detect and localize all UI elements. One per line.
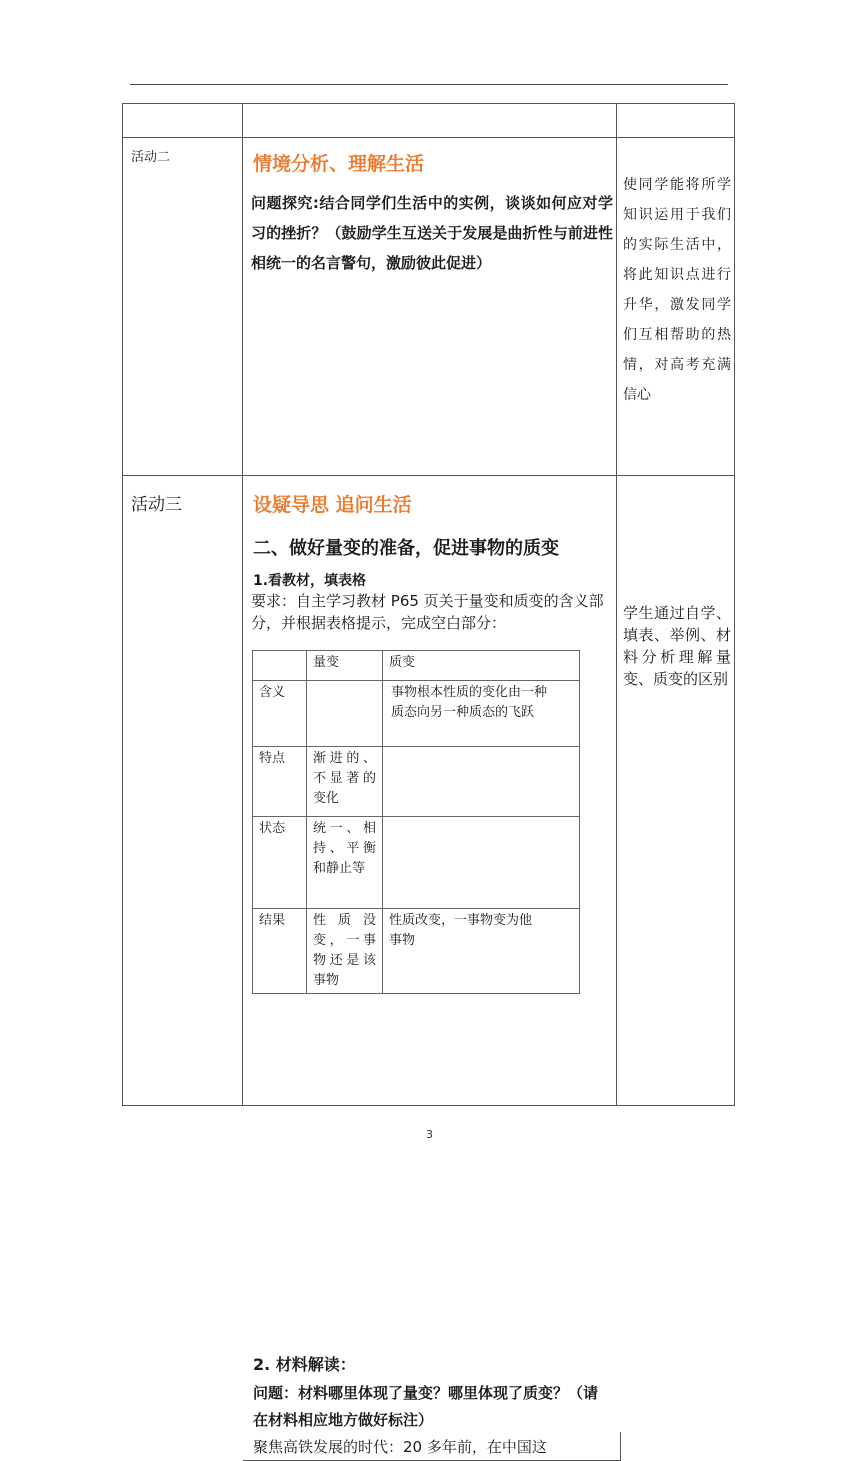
table-cell: 结果	[253, 909, 307, 994]
table-cell: 统一、相持、平衡和静止等	[307, 817, 383, 909]
table-row	[253, 909, 580, 994]
table-cell: 性质没变，一事物还是该事物	[307, 909, 383, 994]
table-row	[123, 104, 735, 138]
page-number: 3	[426, 1128, 433, 1141]
table-cell: 含义	[253, 681, 307, 747]
step-one-label: 1.看教材，填表格	[253, 573, 367, 589]
quantity-quality-table	[252, 650, 580, 994]
material-text: 聚焦高铁发展的时代：20 多年前，在中国这	[253, 1438, 547, 1456]
section-heading: 情境分析、理解生活	[253, 153, 425, 175]
table-cell	[383, 747, 580, 817]
header-rule	[130, 84, 728, 85]
table-header-cell	[253, 651, 307, 681]
table-header-cell: 量变	[307, 651, 383, 681]
table-cell: 性质改变，一事物变为他事物	[383, 909, 580, 994]
activity-cell	[123, 104, 243, 138]
note-cell	[617, 476, 735, 1106]
table-row	[253, 651, 580, 681]
table-row	[253, 681, 580, 747]
table-row	[253, 817, 580, 909]
table-row	[253, 747, 580, 817]
table-cell	[383, 817, 580, 909]
activity-label: 活动三	[123, 476, 243, 1106]
note-cell	[617, 104, 735, 138]
section-title: 二、做好量变的准备，促进事物的质变	[253, 538, 559, 559]
step-two-label: 2. 材料解读：	[253, 1355, 356, 1374]
section-heading: 设疑导思 追问生活	[253, 494, 412, 516]
design-intent-text: 学生通过自学、填表、举例、材料分析理解量变、质变的区别	[623, 604, 731, 688]
activity-label: 活动二	[123, 138, 243, 476]
table-cell: 特点	[253, 747, 307, 817]
table-row	[123, 138, 735, 476]
table-cell: 渐进的、不显著的变化	[307, 747, 383, 817]
requirement-text: 要求：自主学习教材 P65 页关于量变和质变的含义部分，并根据表格提示，完成空白部分：	[251, 592, 604, 632]
design-intent-text: 使同学能将所学知识运用于我们的实际生活中，将此知识点进行升华，激发同学们互相帮助的热情，对高考充满信心	[623, 177, 731, 403]
content-cell	[243, 104, 617, 138]
table-header-cell: 质变	[383, 651, 580, 681]
material-question: 问题：材料哪里体现了量变？哪里体现了质变？（请在材料相应地方做好标注）	[253, 1384, 599, 1429]
content-cell	[243, 138, 617, 476]
table-cell: 事物根本性质的变化由一种质态向另一种质态的飞跃	[383, 681, 580, 747]
question-text: 问题探究:结合同学们生活中的实例，谈谈如何应对学习的挫折？（鼓励学生互送关于发展是曲折性与前进性相统一的名言警句，激励彼此促进）	[251, 194, 613, 272]
table-cell	[307, 681, 383, 747]
table-cell: 状态	[253, 817, 307, 909]
note-cell	[617, 138, 735, 476]
